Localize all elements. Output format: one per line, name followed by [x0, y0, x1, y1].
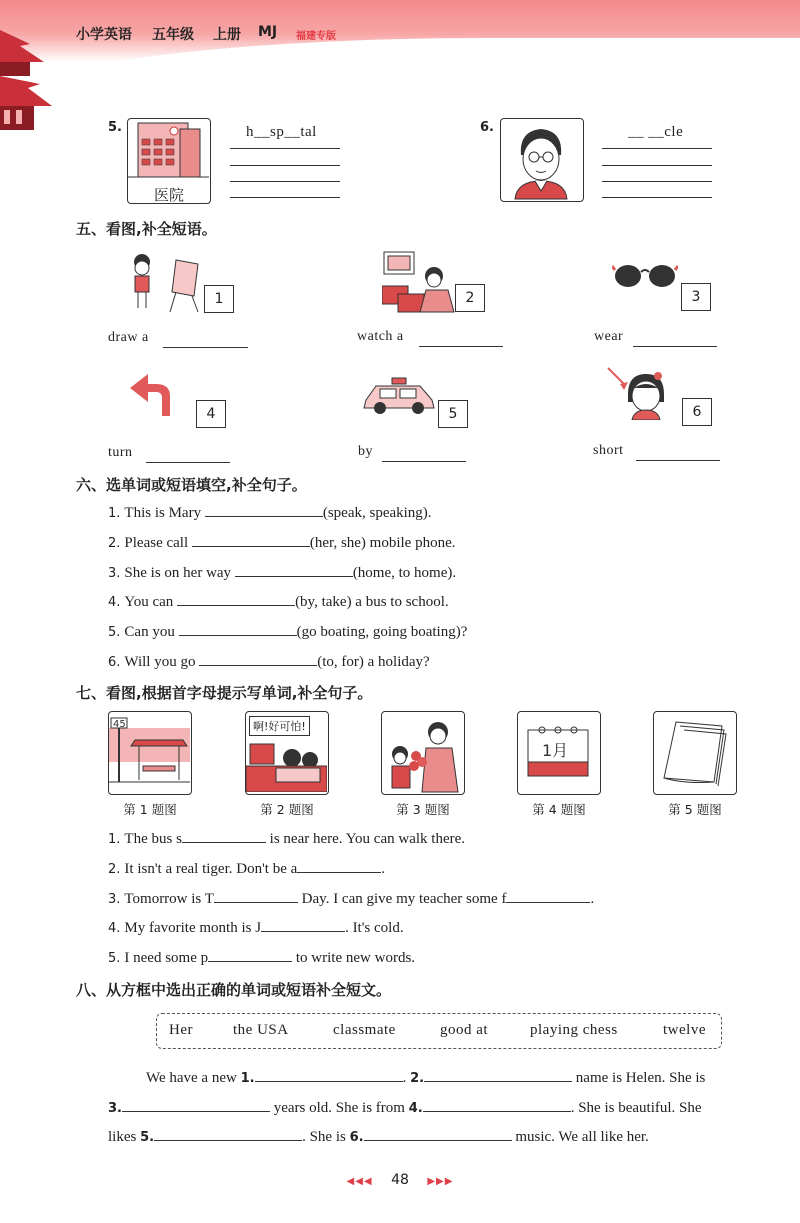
section7-sentence: 5. I need some p to write new words.: [108, 950, 416, 966]
header-grade: 五年级: [152, 27, 194, 43]
item-number-box: 5: [438, 400, 468, 428]
uncle-picture: [500, 118, 584, 202]
answer-line: [602, 197, 712, 198]
answer-blank[interactable]: [506, 889, 590, 903]
answer-line: [602, 165, 712, 166]
answer-line: [230, 148, 340, 149]
header-region-tag: 福建专版: [296, 31, 336, 42]
answer-line: [602, 148, 712, 149]
phrase-prefix: wear: [594, 329, 624, 344]
page-number: 48: [391, 1172, 409, 1188]
section7-sentence: 3. Tomorrow is T Day. I can give my teacher some f .: [108, 891, 595, 907]
item-number-box: 6: [682, 398, 712, 426]
section7-sentence: 2. It isn't a real tiger. Don't be a .: [108, 861, 386, 877]
hospital-icon: [128, 119, 209, 181]
paper-stack-icon: [654, 712, 735, 793]
answer-blank[interactable]: [179, 622, 297, 636]
header-subject: 小学英语: [76, 27, 132, 43]
scared-people-icon: [246, 738, 327, 792]
answer-blank[interactable]: [235, 563, 353, 577]
flowers-gift-icon: [382, 712, 463, 793]
answer-line[interactable]: [633, 346, 717, 347]
answer-line[interactable]: [636, 460, 720, 461]
answer-line[interactable]: [146, 462, 230, 463]
answer-blank[interactable]: [208, 948, 292, 962]
january-calendar-picture: [517, 711, 601, 795]
section6-sentence: 5. Can you (go boating, going boating)?: [108, 624, 468, 640]
phrase-prefix: short: [593, 443, 624, 458]
phrase-prefix: turn: [108, 445, 133, 460]
short-hair-girl-icon: [606, 364, 670, 420]
item-number-box: 4: [196, 400, 226, 428]
paper-picture: [653, 711, 737, 795]
section7-title: 七、看图,根据首字母提示写单词,补全句子。: [76, 684, 373, 702]
answer-blank[interactable]: [199, 652, 317, 666]
word-bank-item: playing chess: [530, 1022, 618, 1038]
turn-left-arrow-icon: [128, 370, 178, 420]
speech-bubble: 啊!好可怕!: [249, 716, 310, 736]
passage-line-3: likes 5. . She is 6. music. We all like her.: [108, 1129, 649, 1145]
pagoda-icon: [0, 10, 58, 130]
girl-drawing-icon: [126, 252, 206, 314]
answer-blank[interactable]: [177, 592, 295, 606]
item-number-box: 3: [681, 283, 711, 311]
item-number-box: 2: [455, 284, 485, 312]
section8-title: 八、从方框中选出正确的单词或短语补全短文。: [76, 981, 392, 999]
answer-blank[interactable]: [122, 1098, 270, 1112]
section7-sentence: 1. The bus s is near here. You can walk there.: [108, 831, 466, 847]
phrase-prefix: draw a: [108, 330, 149, 345]
answer-line[interactable]: [382, 461, 466, 462]
answer-blank[interactable]: [205, 503, 323, 517]
word-bank-item: twelve: [663, 1022, 706, 1038]
phrase-prefix: by: [358, 444, 373, 459]
word-bank-item: good at: [440, 1022, 489, 1038]
svg-text:45: 45: [113, 719, 126, 730]
teachers-day-picture: [381, 711, 465, 795]
answer-line: [230, 165, 340, 166]
left-arrows-icon: ◀◀◀: [346, 1176, 373, 1187]
word-bank-item: classmate: [333, 1022, 396, 1038]
item-number-box: 1: [204, 285, 234, 313]
section6-sentence: 1. This is Mary (speak, speaking).: [108, 505, 432, 521]
page-footer: [0, 1172, 800, 1188]
taxi-icon: [362, 376, 438, 416]
cinema-icon: [382, 250, 458, 316]
svg-text:1月: 1月: [542, 741, 569, 760]
word-bank-item: the USA: [233, 1022, 289, 1038]
header-volume: 上册: [213, 27, 241, 43]
bus-stop-picture: [108, 711, 192, 795]
picture-caption: 第 5 题图: [668, 802, 722, 817]
word-bank: [156, 1013, 722, 1049]
answer-blank[interactable]: [154, 1127, 302, 1141]
answer-line: [230, 197, 340, 198]
answer-line[interactable]: [419, 346, 503, 347]
passage-line-2: 3. years old. She is from 4. . She is beautiful. She: [108, 1100, 702, 1116]
section5-title: 五、看图,补全短语。: [76, 220, 217, 238]
answer-blank[interactable]: [255, 1068, 403, 1082]
section6-sentence: 3. She is on her way (home, to home).: [108, 565, 457, 581]
picture-caption: 第 3 题图: [396, 802, 450, 817]
answer-blank[interactable]: [182, 829, 266, 843]
answer-blank[interactable]: [261, 918, 345, 932]
section6-sentence: 2. Please call (her, she) mobile phone.: [108, 535, 456, 551]
vocab-q6-number: 6.: [480, 120, 494, 135]
answer-line: [602, 181, 712, 182]
answer-blank[interactable]: [297, 859, 381, 873]
hospital-picture: [127, 118, 211, 204]
phrase-prefix: watch a: [357, 329, 404, 344]
answer-line[interactable]: [163, 347, 248, 348]
header-edition: MJ: [258, 24, 278, 40]
section7-sentence: 4. My favorite month is J . It's cold.: [108, 920, 404, 936]
vocab-q5-number: 5.: [108, 120, 122, 135]
answer-line: [230, 181, 340, 182]
answer-blank[interactable]: [192, 533, 310, 547]
answer-blank[interactable]: [423, 1098, 571, 1112]
picture-caption: 第 2 题图: [260, 802, 314, 817]
vocab-q6-pattern: __ __cle: [628, 124, 684, 140]
section6-sentence: 6. Will you go (to, for) a holiday?: [108, 654, 430, 670]
scary-tiger-picture: [245, 711, 329, 795]
calendar-icon: [518, 712, 599, 793]
right-arrows-icon: ▶▶▶: [427, 1176, 454, 1187]
answer-blank[interactable]: [364, 1127, 512, 1141]
picture-caption: 第 1 题图: [123, 802, 177, 817]
section6-sentence: 4. You can (by, take) a bus to school.: [108, 594, 449, 610]
answer-blank[interactable]: [424, 1068, 572, 1082]
vocab-q5-pattern: h__sp__tal: [246, 124, 317, 140]
answer-blank[interactable]: [214, 889, 298, 903]
passage-line-1: We have a new 1. . 2. name is Helen. She is: [146, 1070, 706, 1086]
hospital-label: 医院: [153, 188, 184, 204]
bus-stop-icon: [109, 712, 190, 793]
sunglasses-icon: [612, 262, 678, 292]
man-face-icon: [501, 119, 582, 200]
word-bank-item: Her: [169, 1022, 193, 1038]
section6-title: 六、选单词或短语填空,补全句子。: [76, 476, 307, 494]
picture-caption: 第 4 题图: [532, 802, 586, 817]
